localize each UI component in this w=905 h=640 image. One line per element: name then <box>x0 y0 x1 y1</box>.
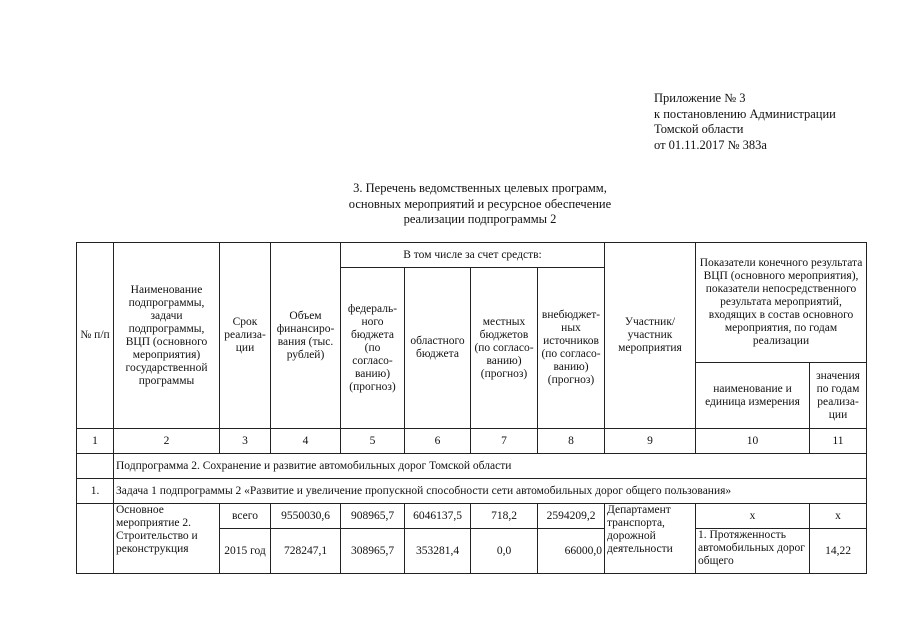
appendix-line: Томской области <box>654 122 744 136</box>
column-number: 9 <box>605 429 696 454</box>
appendix-line: от 01.11.2017 № 383а <box>654 137 767 152</box>
appendix-line: к постановлению Администрации <box>654 106 836 121</box>
document-title <box>330 181 630 228</box>
column-number: 8 <box>538 429 605 454</box>
header-participant: Участник/ участник мероприятия <box>605 243 696 429</box>
column-number: 5 <box>341 429 405 454</box>
header-local: местных бюджетов (по согласо-ванию) (прогноз) <box>471 268 538 429</box>
task-number: 1. <box>77 479 114 504</box>
column-number: 6 <box>405 429 471 454</box>
title-line: основных мероприятий и ресурсное обеспечение <box>348 196 612 211</box>
task-row <box>77 479 867 504</box>
column-numbers-row <box>77 429 867 454</box>
programs-table <box>76 242 867 574</box>
header-name: Наименование подпрограммы, задачи подпрограммы, ВЦП (основного мероприятия) государственной программы <box>114 243 220 429</box>
activity-offbudget: 66000,0 <box>538 529 605 574</box>
activity-local: 0,0 <box>471 529 538 574</box>
activity-regional: 353281,4 <box>405 529 471 574</box>
activity-row-total <box>77 504 867 529</box>
appendix-block <box>654 91 836 153</box>
activity-name: Основное мероприятие 2. Строительство и реконструкция <box>114 504 220 574</box>
header-term: Срок реализа-ции <box>220 243 271 429</box>
activity-term: 2015 год <box>220 529 271 574</box>
column-number: 7 <box>471 429 538 454</box>
activity-regional: 6046137,5 <box>405 504 471 529</box>
indicator-value: х <box>810 504 867 529</box>
column-number: 1 <box>77 429 114 454</box>
header-sources: В том числе за счет средств: <box>341 243 605 268</box>
activity-local: 718,2 <box>471 504 538 529</box>
activity-volume: 9550030,6 <box>271 504 341 529</box>
column-number: 10 <box>696 429 810 454</box>
title-line: 3. Перечень ведомственных целевых программ, <box>353 181 607 195</box>
activity-participant: Департамент транспорта, дорожной деятельности <box>605 504 696 574</box>
activity-federal: 308965,7 <box>341 529 405 574</box>
subprogram-row <box>77 454 867 479</box>
header-indicators: Показатели конечного результата ВЦП (основного мероприятия), показатели непосредственного результата мероприятий, входящих в состав основного мероприятия, по годам реализации <box>696 243 867 363</box>
column-number: 11 <box>810 429 867 454</box>
column-number: 3 <box>220 429 271 454</box>
indicator-name: 1. Протяженность автомобильных дорог общего <box>696 529 810 574</box>
header-volume: Объем финансиро-вания (тыс. рублей) <box>271 243 341 429</box>
header-regional: областного бюджета <box>405 268 471 429</box>
title-line: реализации подпрограммы 2 <box>403 212 557 226</box>
activity-offbudget: 2594209,2 <box>538 504 605 529</box>
header-offbudget: внебюджет-ных источников (по согласо-ванию) (прогноз) <box>538 268 605 429</box>
appendix-line: Приложение № 3 <box>654 91 746 105</box>
column-number: 4 <box>271 429 341 454</box>
header-indicator-values: значения по годам реализа-ции <box>810 363 867 429</box>
empty-cell <box>77 454 114 479</box>
task-title: Задача 1 подпрограммы 2 «Развитие и увеличение пропускной способности сети автомобильных дорог общего пользования» <box>114 479 867 504</box>
activity-volume: 728247,1 <box>271 529 341 574</box>
header-indicator-name: наименование и единица измерения <box>696 363 810 429</box>
indicator-name: х <box>696 504 810 529</box>
activity-federal: 908965,7 <box>341 504 405 529</box>
activity-term: всего <box>220 504 271 529</box>
column-number: 2 <box>114 429 220 454</box>
header-num: № п/п <box>77 243 114 429</box>
indicator-value: 14,22 <box>810 529 867 574</box>
header-federal: федераль-ного бюджета (по согласо-ванию) (прогноз) <box>341 268 405 429</box>
subprogram-title: Подпрограмма 2. Сохранение и развитие автомобильных дорог Томской области <box>114 454 867 479</box>
empty-cell <box>77 504 114 574</box>
